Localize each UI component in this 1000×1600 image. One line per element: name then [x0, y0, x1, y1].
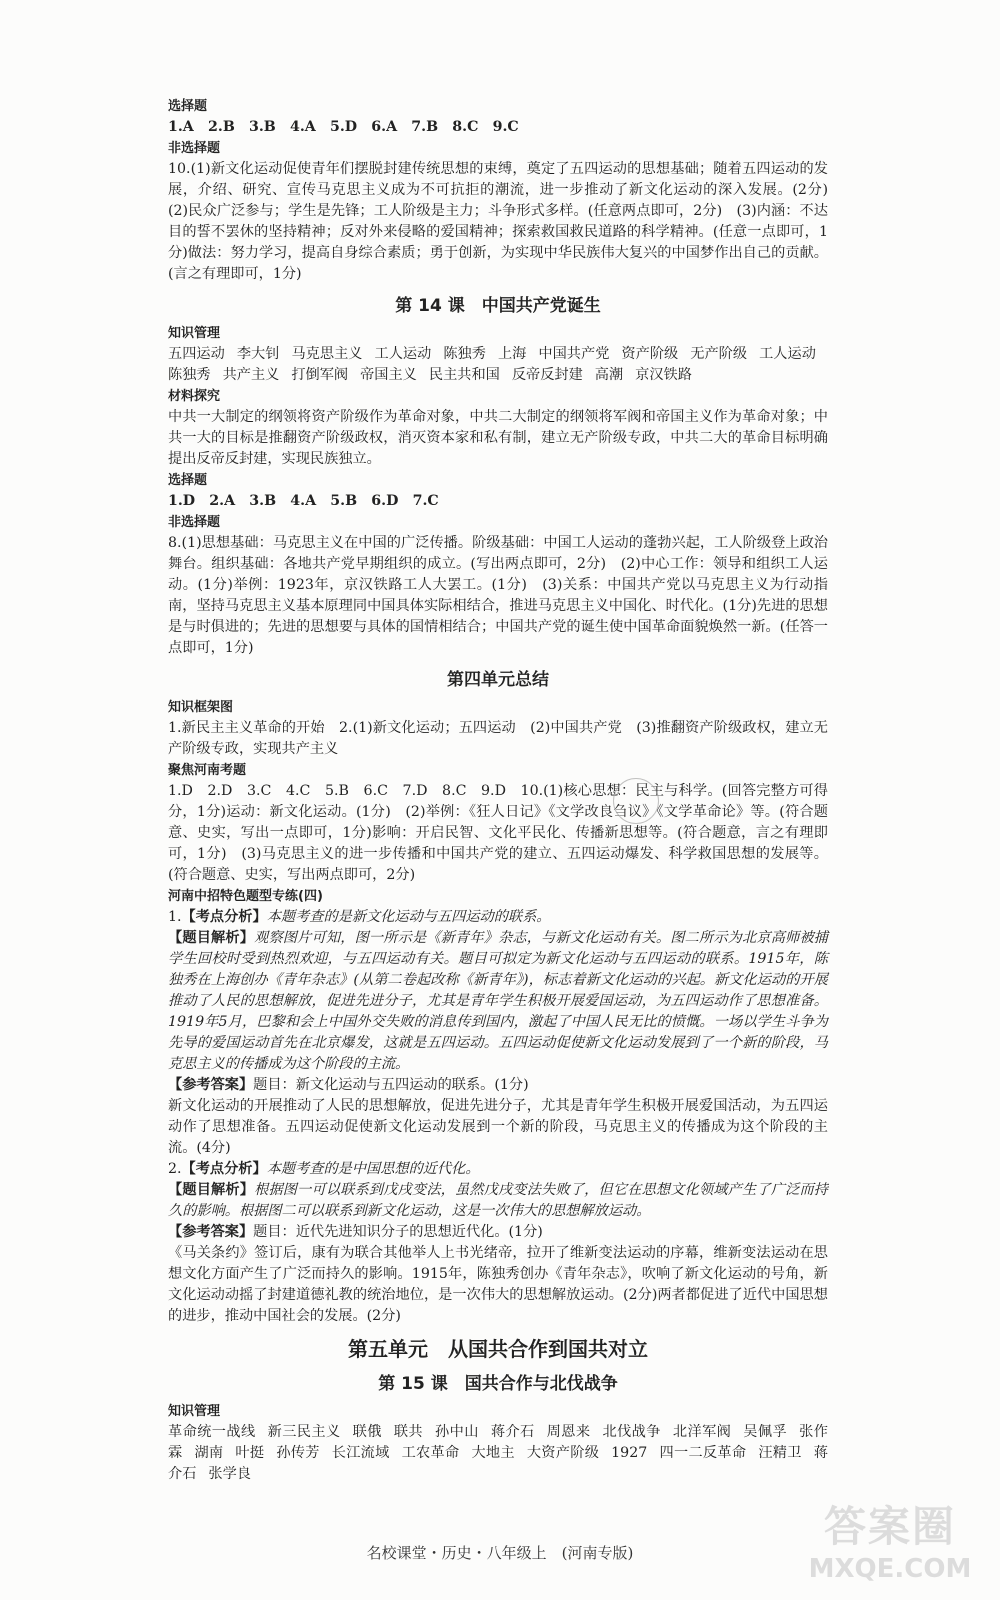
lesson14-title: 第 14 课 中国共产党诞生	[395, 296, 601, 316]
framework-text: 1.新民主主义革命的开始 2.(1)新文化运动；五四运动 (2)中国共产党 (3)推翻资产阶级政权，建立无产阶级专政，实现共产主义	[168, 720, 828, 757]
keyword: 联俄	[352, 1424, 382, 1440]
keyword: 工农革命	[401, 1445, 460, 1461]
keyword: 工人运动	[374, 346, 432, 362]
q2-explain-text: 根据图一可以联系到戊戌变法，虽然戊戌变法失败了，但它在思想文化领域产生了广泛而持久的影响。根据图二可以联系到新文化运动，这是一次伟大的思想解放运动。	[168, 1182, 828, 1219]
q2-analysis-tag: 【考点分析】	[181, 1161, 267, 1177]
unit4-summary-title: 第四单元总结	[447, 670, 549, 690]
keyword: 四一二反革命	[659, 1445, 747, 1461]
lesson15-knowledge-heading: 知识管理	[168, 1404, 221, 1419]
keyword: 无产阶级	[690, 346, 748, 362]
keyword: 共产主义	[222, 367, 280, 383]
lesson14-keywords	[168, 344, 828, 386]
unit5-title: 第五单元 从国共合作到国共对立	[348, 1337, 648, 1361]
lesson14-material-heading: 材料探究	[168, 389, 221, 404]
page-footer: 名校课堂・历史・八年级上 (河南专版)	[366, 1544, 634, 1562]
keyword: 革命统一战线	[168, 1424, 256, 1440]
lesson14-nonmc-heading: 非选择题	[168, 515, 221, 530]
watermark-en: MXQE.COM	[808, 1554, 972, 1584]
keyword: 反帝反封建	[511, 367, 583, 383]
keyword: 工人运动	[759, 346, 816, 362]
q2-answer-tag: 【参考答案】	[168, 1224, 254, 1240]
keyword: 孙传芳	[276, 1445, 320, 1461]
keyword: 张学良	[208, 1466, 251, 1482]
keyword: 帝国主义	[360, 367, 417, 383]
mc-answers: 1.A 2.B 3.B 4.A 5.D 6.A 7.B 8.C 9.C	[168, 119, 519, 135]
faint-stamp-mark	[613, 778, 659, 824]
watermark-cn: 答案圈	[823, 1502, 956, 1551]
keyword: 五四运动	[168, 346, 225, 362]
keyword: 李大钊	[236, 346, 280, 362]
keyword: 大资产阶级	[526, 1445, 600, 1461]
keyword: 1927	[611, 1445, 648, 1461]
q1-answer-tag: 【参考答案】	[168, 1077, 254, 1093]
framework-heading: 知识框架图	[168, 700, 234, 715]
q1-explain-text: 观察图片可知，图一所示是《新青年》杂志，与新文化运动有关。图二所示为北京高师被捕学生回校时受到热烈欢迎，与五四运动有关。题目可拟定为新文化运动与五四运动的联系。1915年，陈独秀在上海创办《青年杂志》(从第二卷起改称《新青年》)，标志着新文化运动的兴起。新文化运动的开展推动了人民的思想解放，促进先进分子，尤其是青年学生积极开展爱国运动，为五四运动作了思想准备。1919年5月，巴黎和会上中国外交失败的消息传到国内，激起了中国人民无比的愤慨。一场以学生斗争为先导的爱国运动首先在北京爆发，这就是五四运动。五四运动促使新文化运动发展到了一个新的阶段，马克思主义的传播成为这个阶段的主流。	[168, 930, 828, 1072]
keyword: 湖南	[194, 1445, 224, 1461]
special-heading: 河南中招特色题型专练(四)	[168, 889, 323, 904]
keyword: 资产阶级	[621, 346, 679, 362]
keyword: 联共	[393, 1424, 424, 1440]
keyword: 蒋介石	[490, 1424, 535, 1440]
q2-explain-tag: 【题目解析】	[168, 1182, 255, 1198]
keyword: 吴佩孚	[743, 1424, 788, 1440]
keyword: 陈独秀	[443, 346, 486, 362]
mc-heading: 选择题	[168, 99, 208, 114]
q1-answer	[168, 1075, 828, 1096]
q1-analysis-text: 本题考查的是新文化运动与五四运动的联系。	[266, 909, 551, 925]
q1-answer-title: 题目：新文化运动与五四运动的联系。(1分)	[253, 1077, 529, 1093]
keyword: 蒋介石	[168, 1445, 828, 1482]
watermark-logo	[800, 1500, 980, 1592]
nonmc-heading: 非选择题	[168, 141, 221, 156]
keyword: 新三民主义	[267, 1424, 341, 1440]
keyword: 张作霖	[168, 1424, 828, 1461]
q2-answer-title: 题目：近代先进知识分子的思想近代化。(1分)	[253, 1224, 543, 1240]
henan-text: 1.D 2.D 3.C 4.C 5.B 6.C 7.D 8.C 9.D 10.(1)核心思想：民主与科学。(回答完整方可得分，1分)运动：新文化运动。(1分) (2)举例：《狂人日记》《文学改良刍议》《文学革命论》等。(符合题意、史实，写出一点即可，1分)影响：开启民智、文化平民化、传播新思想等。(符合题意，言之有理即可，1分) (3)马克思主义的进一步传播和中国共产党的建立、五四运动爆发、科学救国思想的发展等。(符合题意、史实，写出两点即可，2分)	[168, 783, 828, 883]
keyword: 高潮	[594, 367, 624, 383]
lesson14-mc-answers: 1.D 2.A 3.B 4.A 5.B 6.D 7.C	[168, 493, 439, 509]
keyword: 陈独秀	[168, 367, 211, 383]
keyword: 孙中山	[435, 1424, 479, 1440]
henan-heading: 聚焦河南考题	[168, 763, 247, 778]
q2-explain	[168, 1180, 828, 1222]
q1-analysis-tag: 【考点分析】	[181, 909, 267, 925]
keyword: 北伐战争	[602, 1424, 661, 1440]
page-content	[168, 96, 843, 1485]
keyword: 长江流域	[331, 1445, 390, 1461]
q1-explain	[168, 928, 828, 1075]
keyword: 打倒军阀	[291, 367, 349, 383]
q1-analysis: 1.【考点分析】本题考查的是新文化运动与五四运动的联系。	[168, 909, 551, 925]
keyword: 北洋军阀	[672, 1424, 732, 1440]
q2-analysis: 2.【考点分析】本题考查的是中国思想的近代化。	[168, 1161, 480, 1177]
lesson15-title: 第 15 课 国共合作与北伐战争	[378, 1374, 618, 1394]
keyword: 京汉铁路	[635, 367, 692, 383]
keyword: 叶挺	[235, 1445, 265, 1461]
lesson14-knowledge-heading: 知识管理	[168, 326, 221, 341]
lesson14-material-text: 中共一大制定的纲领将资产阶级作为革命对象，中共二大制定的纲领将军阀和帝国主义作为革命对象；中共一大的目标是推翻资产阶级政权，消灭资本家和私有制，建立无产阶级专政，中共二大的革命目标明确提出反帝反封建，实现民族独立。	[168, 409, 828, 467]
keyword: 周恩来	[546, 1424, 591, 1440]
keyword: 马克思主义	[291, 346, 363, 362]
q1-answer-body: 新文化运动的开展推动了人民的思想解放，促进先进分子，尤其是青年学生积极开展爱国活动，为五四运动作了思想准备。五四运动促使新文化运动发展到一个新的阶段，马克思主义的传播成为这个阶段的主流。(4分)	[168, 1098, 828, 1156]
q10-answer: 10.(1)新文化运动促使青年们摆脱封建传统思想的束缚，奠定了五四运动的思想基础；随着五四运动的发展，介绍、研究、宣传马克思主义成为不可抗拒的潮流，进一步推动了新文化运动的深入发展。(2分) (2)民众广泛参与；学生是先锋；工人阶级是主力；斗争形式多样。(任意两点即可，2分) (3)内涵：不达目的誓不罢休的坚持精神；反对外来侵略的爱国精神；探索救国救民道路的科学精神。(任意一点即可，1分)做法：努力学习，提高自身综合素质；勇于创新，为实现中华民族伟大复兴的中国梦作出自己的贡献。(言之有理即可，1分)	[168, 161, 843, 282]
q2-answer-body: 《马关条约》签订后，康有为联合其他举人上书光绪帝，拉开了维新变法运动的序幕，维新变法运动在思想文化方面产生了广泛而持久的影响。1915年，陈独秀创办《青年杂志》，吹响了新文化运动的号角，新文化运动动摇了封建道德礼教的统治地位，是一次伟大的思想解放运动。(2分)两者都促进了近代中国思想的进步，推动中国社会的发展。(2分)	[168, 1245, 828, 1324]
keyword: 汪精卫	[758, 1445, 802, 1461]
q2-analysis-text: 本题考查的是中国思想的近代化。	[266, 1161, 480, 1177]
q2-answer	[168, 1222, 828, 1243]
lesson15-keywords	[168, 1422, 828, 1485]
keyword: 上海	[497, 346, 527, 362]
lesson14-q8-answer: 8.(1)思想基础：马克思主义在中国的广泛传播。阶级基础：中国工人运动的蓬勃兴起，工人阶级登上政治舞台。组织基础：各地共产党早期组织的成立。(写出两点即可，2分) (2)中心工作：领导和组织工人运动。(1分)举例：1923年，京汉铁路工人大罢工。(1分) (3)关系：中国共产党以马克思主义为行动指南，坚持马克思主义基本原理同中国具体实际相结合，推进马克思主义中国化、时代化。(1分)先进的思想是与时俱进的；先进的思想要与具体的国情相结合；中国共产党的诞生使中国革命面貌焕然一新。(任答一点即可，1分)	[168, 535, 828, 656]
lesson14-mc-heading: 选择题	[168, 473, 208, 488]
keyword: 民主共和国	[428, 367, 500, 383]
q1-explain-tag: 【题目解析】	[168, 930, 255, 946]
keyword: 中国共产党	[538, 346, 610, 362]
keyword: 大地主	[471, 1445, 515, 1461]
